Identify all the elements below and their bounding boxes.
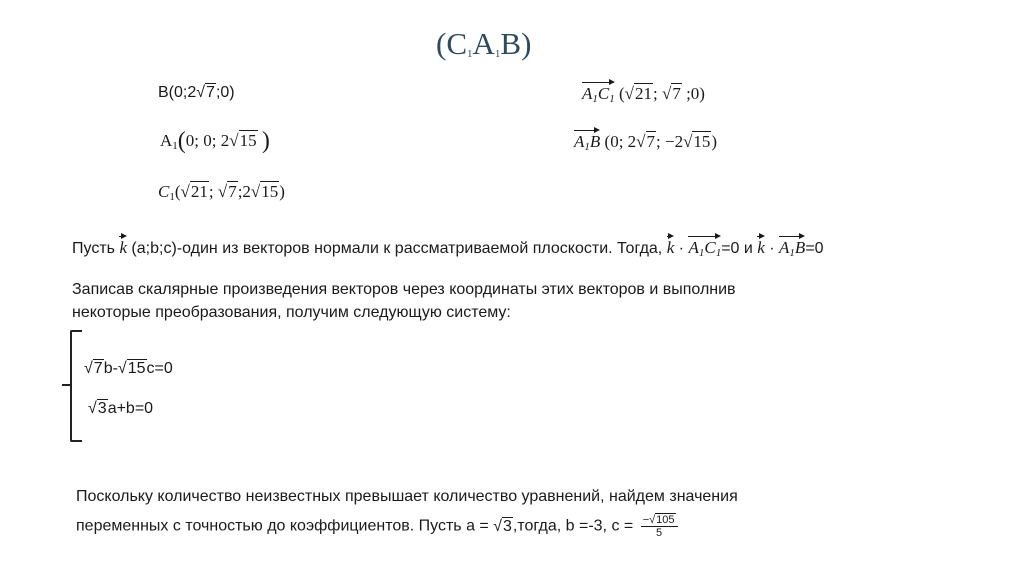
point-b: B(0;2√7;0) <box>158 84 235 101</box>
system-brace-top <box>70 330 82 387</box>
paragraph-2-line-2: переменных с точностью до коэффициентов. Пусть a = √3,тогда, b =-3, c = $\frac{-√105}{5}$ <box>76 514 678 539</box>
vector-a1b: $A_1B$ (0; 2√7; −2√15) <box>574 132 718 153</box>
point-c1: $C_1(√21$; √7;2√15) <box>158 182 285 203</box>
equation-2: √3a+b=0 <box>88 400 154 417</box>
vector-a1c1: $A_1C_1$ (√21; √7 ;0) <box>582 84 705 105</box>
system-brace-tip <box>62 384 71 386</box>
normal-vector-text: Пусть k (a;b;c)-один из векторов нормали к рассматриваемой плоскости. Тогда, $k \cdot A_1C_1=0$ и $k \cdot A_1B=0$ <box>72 238 824 259</box>
paragraph-1-line-2: некоторые преобразования, получим следующую систему: <box>72 304 511 321</box>
system-brace-bottom <box>70 385 82 442</box>
point-a1: $A_1(0$; 0; 2√15 ) <box>160 128 270 154</box>
paragraph-2-line-1: Поскольку количество неизвестных превышает количество уравнений, найдем значения <box>76 488 738 505</box>
paragraph-1-line-1: Записав скалярные произведения векторов через координаты этих векторов и выполнив <box>72 281 736 298</box>
equation-1: √7b-√15c=0 <box>84 360 173 377</box>
